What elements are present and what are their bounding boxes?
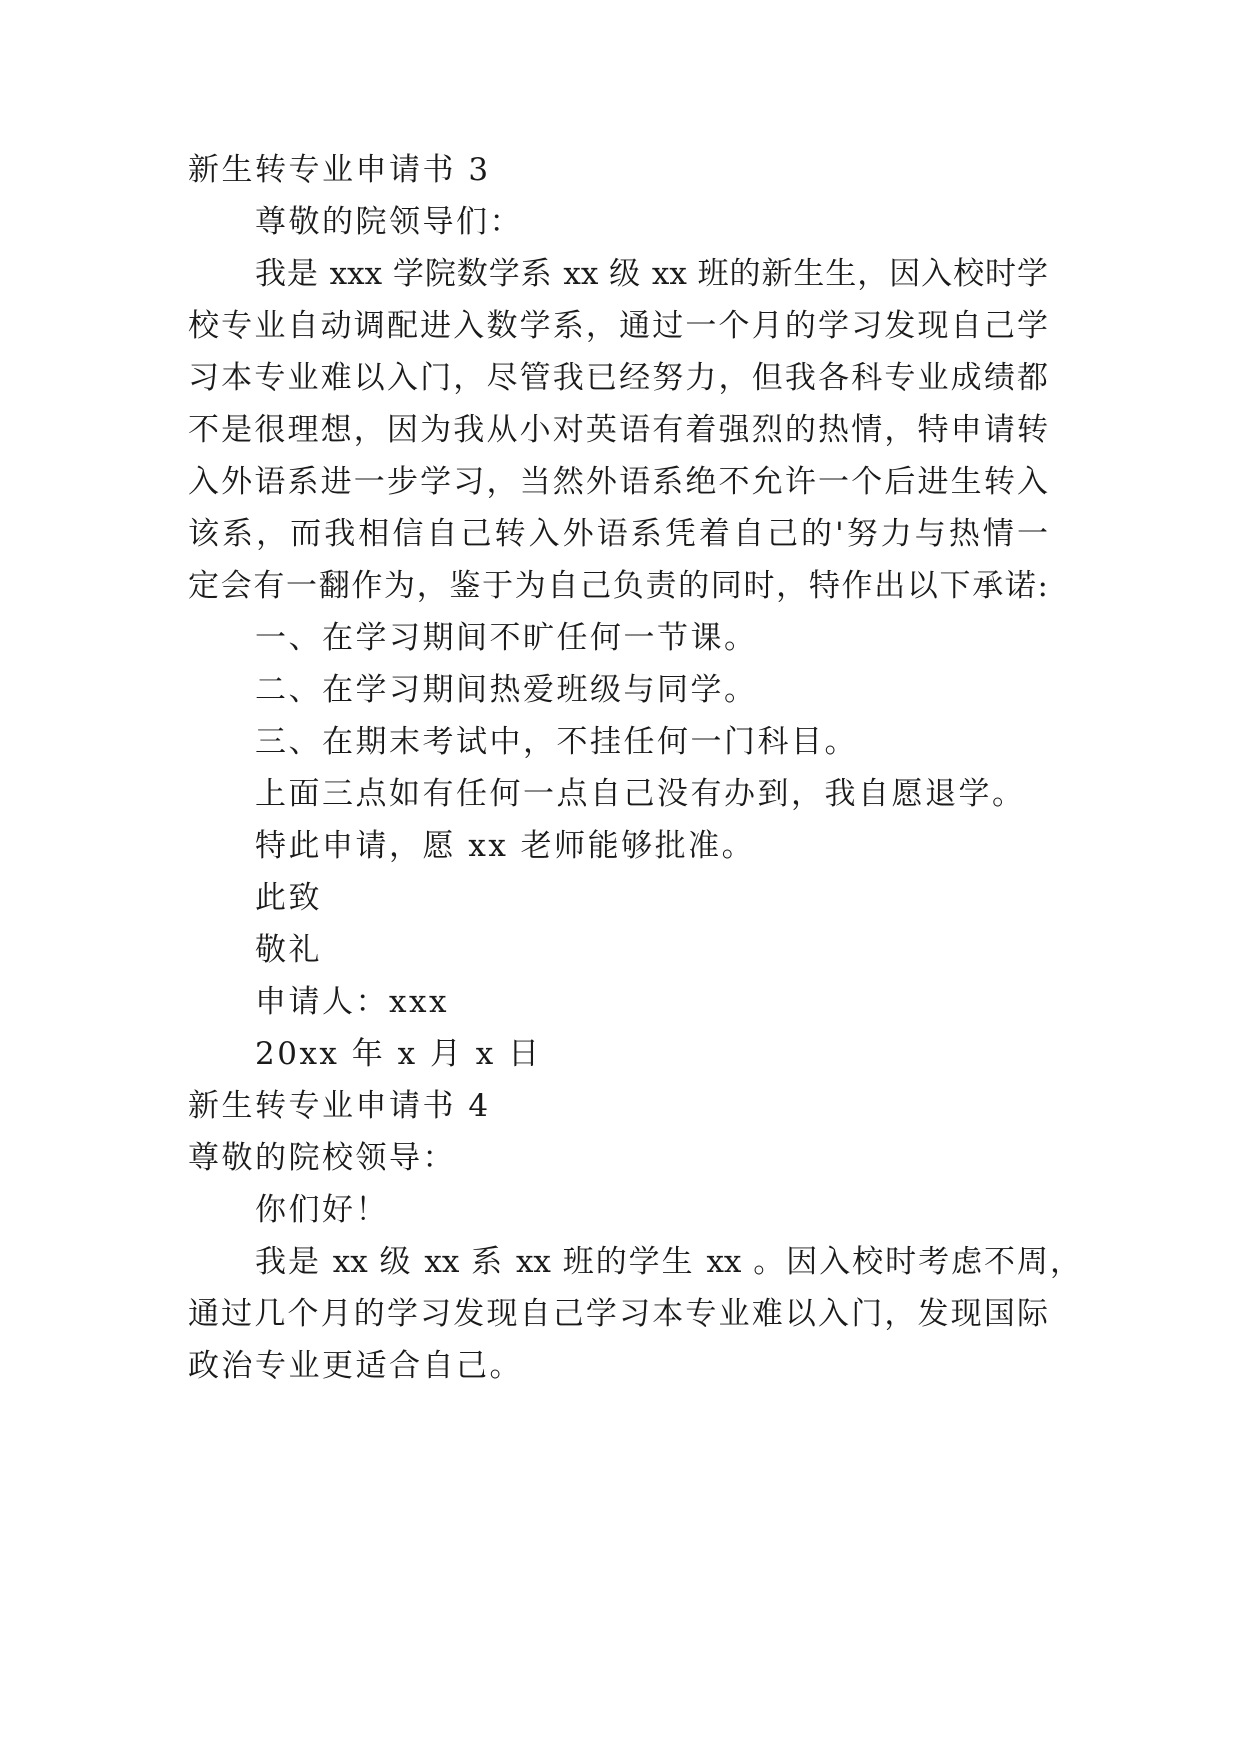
section-4-greeting: 你们好！ [255, 1192, 389, 1228]
section-3-promise-1: 一、在学习期间不旷任何一节课。 [255, 620, 758, 656]
section-3-applicant: 申请人：xxx [255, 984, 449, 1020]
section-3-body-line-3: 习本专业难以入门，尽管我已经努力，但我各科专业成绩都 [188, 360, 1048, 396]
section-4-body-line-2: 通过几个月的学习发现自己学习本专业难以入门，发现国际 [188, 1296, 1048, 1332]
section-3-guarantee: 上面三点如有任何一点自己没有办到，我自愿退学。 [255, 776, 1026, 812]
section-3-body-line-2: 校专业自动调配进入数学系，通过一个月的学习发现自己学 [188, 308, 1048, 344]
section-3-body-line-5: 入外语系进一步学习，当然外语系绝不允许一个后进生转入 [188, 464, 1048, 500]
section-3-closing-2: 敬礼 [255, 932, 322, 968]
section-3-request: 特此申请，愿 xx 老师能够批准。 [255, 828, 756, 864]
section-3-body-line-1: 我是 xxx 学院数学系 xx 级 xx 班的新生生，因入校时学 [255, 256, 1048, 292]
section-3-closing-1: 此致 [255, 880, 322, 916]
section-3-body-line-6: 该系，而我相信自己转入外语系凭着自己的'努力与热情一 [188, 516, 1048, 552]
section-3-date: 20xx 年 x 月 x 日 [255, 1036, 542, 1072]
section-3-title: 新生转专业申请书 3 [188, 152, 491, 188]
section-4-body-line-1: 我是 xx 级 xx 系 xx 班的学生 xx 。因入校时考虑不周， [255, 1244, 1081, 1280]
section-3-body-line-4: 不是很理想，因为我从小对英语有着强烈的热情，特申请转 [188, 412, 1048, 448]
section-3-salutation: 尊敬的院领导们： [255, 204, 523, 240]
section-4-body-line-3: 政治专业更适合自己。 [188, 1348, 523, 1384]
section-4-title: 新生转专业申请书 4 [188, 1088, 491, 1124]
section-3-promise-3: 三、在期末考试中，不挂任何一门科目。 [255, 724, 858, 760]
section-3-promise-2: 二、在学习期间热爱班级与同学。 [255, 672, 758, 708]
section-3-body-line-7: 定会有一翻作为，鉴于为自己负责的同时，特作出以下承诺: [188, 568, 1048, 604]
section-4-salutation: 尊敬的院校领导： [188, 1140, 456, 1176]
